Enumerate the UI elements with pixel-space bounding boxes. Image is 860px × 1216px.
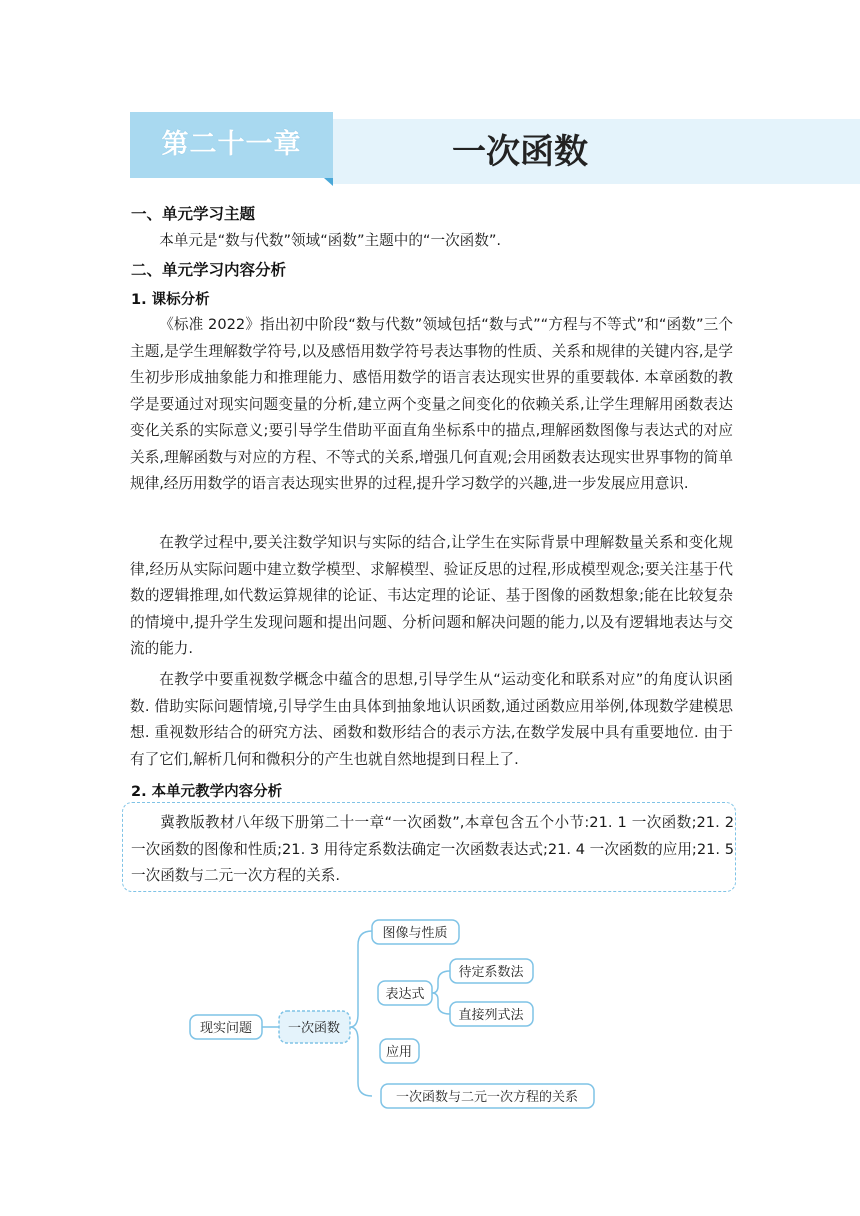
main-brace bbox=[350, 931, 372, 1096]
node-sub-2-label: 直接列式法 bbox=[458, 1008, 524, 1023]
chapter-title: 一次函数 bbox=[452, 132, 588, 172]
sub1-paragraph-2: 在教学过程中,要关注数学知识与实际的结合,让学生在实际背景中理解数量关系和变化规律,经历从实际问题中建立数学模型、求解模型、验证反思的过程,形成模型观念;要关注基于代数的逻辑推理,如代数运算规律的论证、韦达定理的论证、基于图像的函数想象;能在比较复杂的情境中,提升学生发现问题和提出问题、分析问题和解决问题的能力,以及有逻辑地表达与交流的能力. bbox=[130, 534, 733, 657]
section1-text: 本单元是“数与代数”领域“函数”主题中的“一次函数”. bbox=[159, 232, 502, 249]
section2-heading: 二、单元学习内容分析 bbox=[131, 261, 287, 279]
node-branch-4-label: 一次函数与二元一次方程的关系 bbox=[395, 1090, 579, 1105]
sub1-heading: 1. 课标分析 bbox=[131, 292, 210, 308]
sub1-paragraph-3: 在教学中要重视数学概念中蕴含的思想,引导学生从“运动变化和联系对应”的角度认识函数. 借助实际问题情境,引导学生由具体到抽象地认识函数,通过函数应用举例,体现数学建模思想. 重视数形结合的研究方法、函数和数形结合的表示方法,在数学发展中具有重要地位. 由于有了它们,解析几何和微积分的产生也就自然地提到日程上了. bbox=[130, 671, 733, 768]
node-branch-1-label: 图像与性质 bbox=[382, 926, 448, 941]
chapter-label: 第二十一章 bbox=[161, 129, 302, 160]
node-root-label: 现实问题 bbox=[199, 1021, 253, 1036]
node-sub-1-label: 待定系数法 bbox=[458, 965, 524, 980]
node-branch-2-label: 表达式 bbox=[385, 987, 425, 1002]
sub2-paragraph-1: 冀教版教材八年级下册第二十一章“一次函数”,本章包含五个小节:21. 1 一次函数;21. 2 一次函数的图像和性质;21. 3 用待定系数法确定一次函数表达式;21. 4 一次函数的应用;21. 5 一次函数与二元一次方程的关系. bbox=[131, 814, 734, 884]
section1-heading: 一、单元学习主题 bbox=[131, 205, 256, 223]
node-branch-3-label: 应用 bbox=[385, 1045, 413, 1060]
sub1-paragraph-1: 《标准 2022》指出初中阶段“数与代数”领域包括“数与式”“方程与不等式”和“函数”三个主题,是学生理解数学符号,以及感悟用数学符号表达事物的性质、关系和规律的关键内容,是学生初步形成抽象能力和推理能力、感悟用数学的语言表达现实世界的重要载体. 本章函数的教学是要通过对现实问题变量的分析,建立两个变量之间变化的依赖关系,让学生理解用函数表达变化关系的实际意义;要引导学生借助平面直角坐标系中的描点,理解函数图像与表达式的对应关系,理解函数与对应的方程、不等式的关系,增强几何直观;会用函数表达现实世界事物的简单规律,经历用数学的语言表达现实世界的过程,提升学习数学的兴趣,进一步发展应用意识. bbox=[130, 316, 733, 492]
node-center-label: 一次函数 bbox=[287, 1021, 341, 1036]
sub2-heading: 2. 本单元教学内容分析 bbox=[131, 784, 283, 800]
sub-brace bbox=[432, 971, 450, 1014]
